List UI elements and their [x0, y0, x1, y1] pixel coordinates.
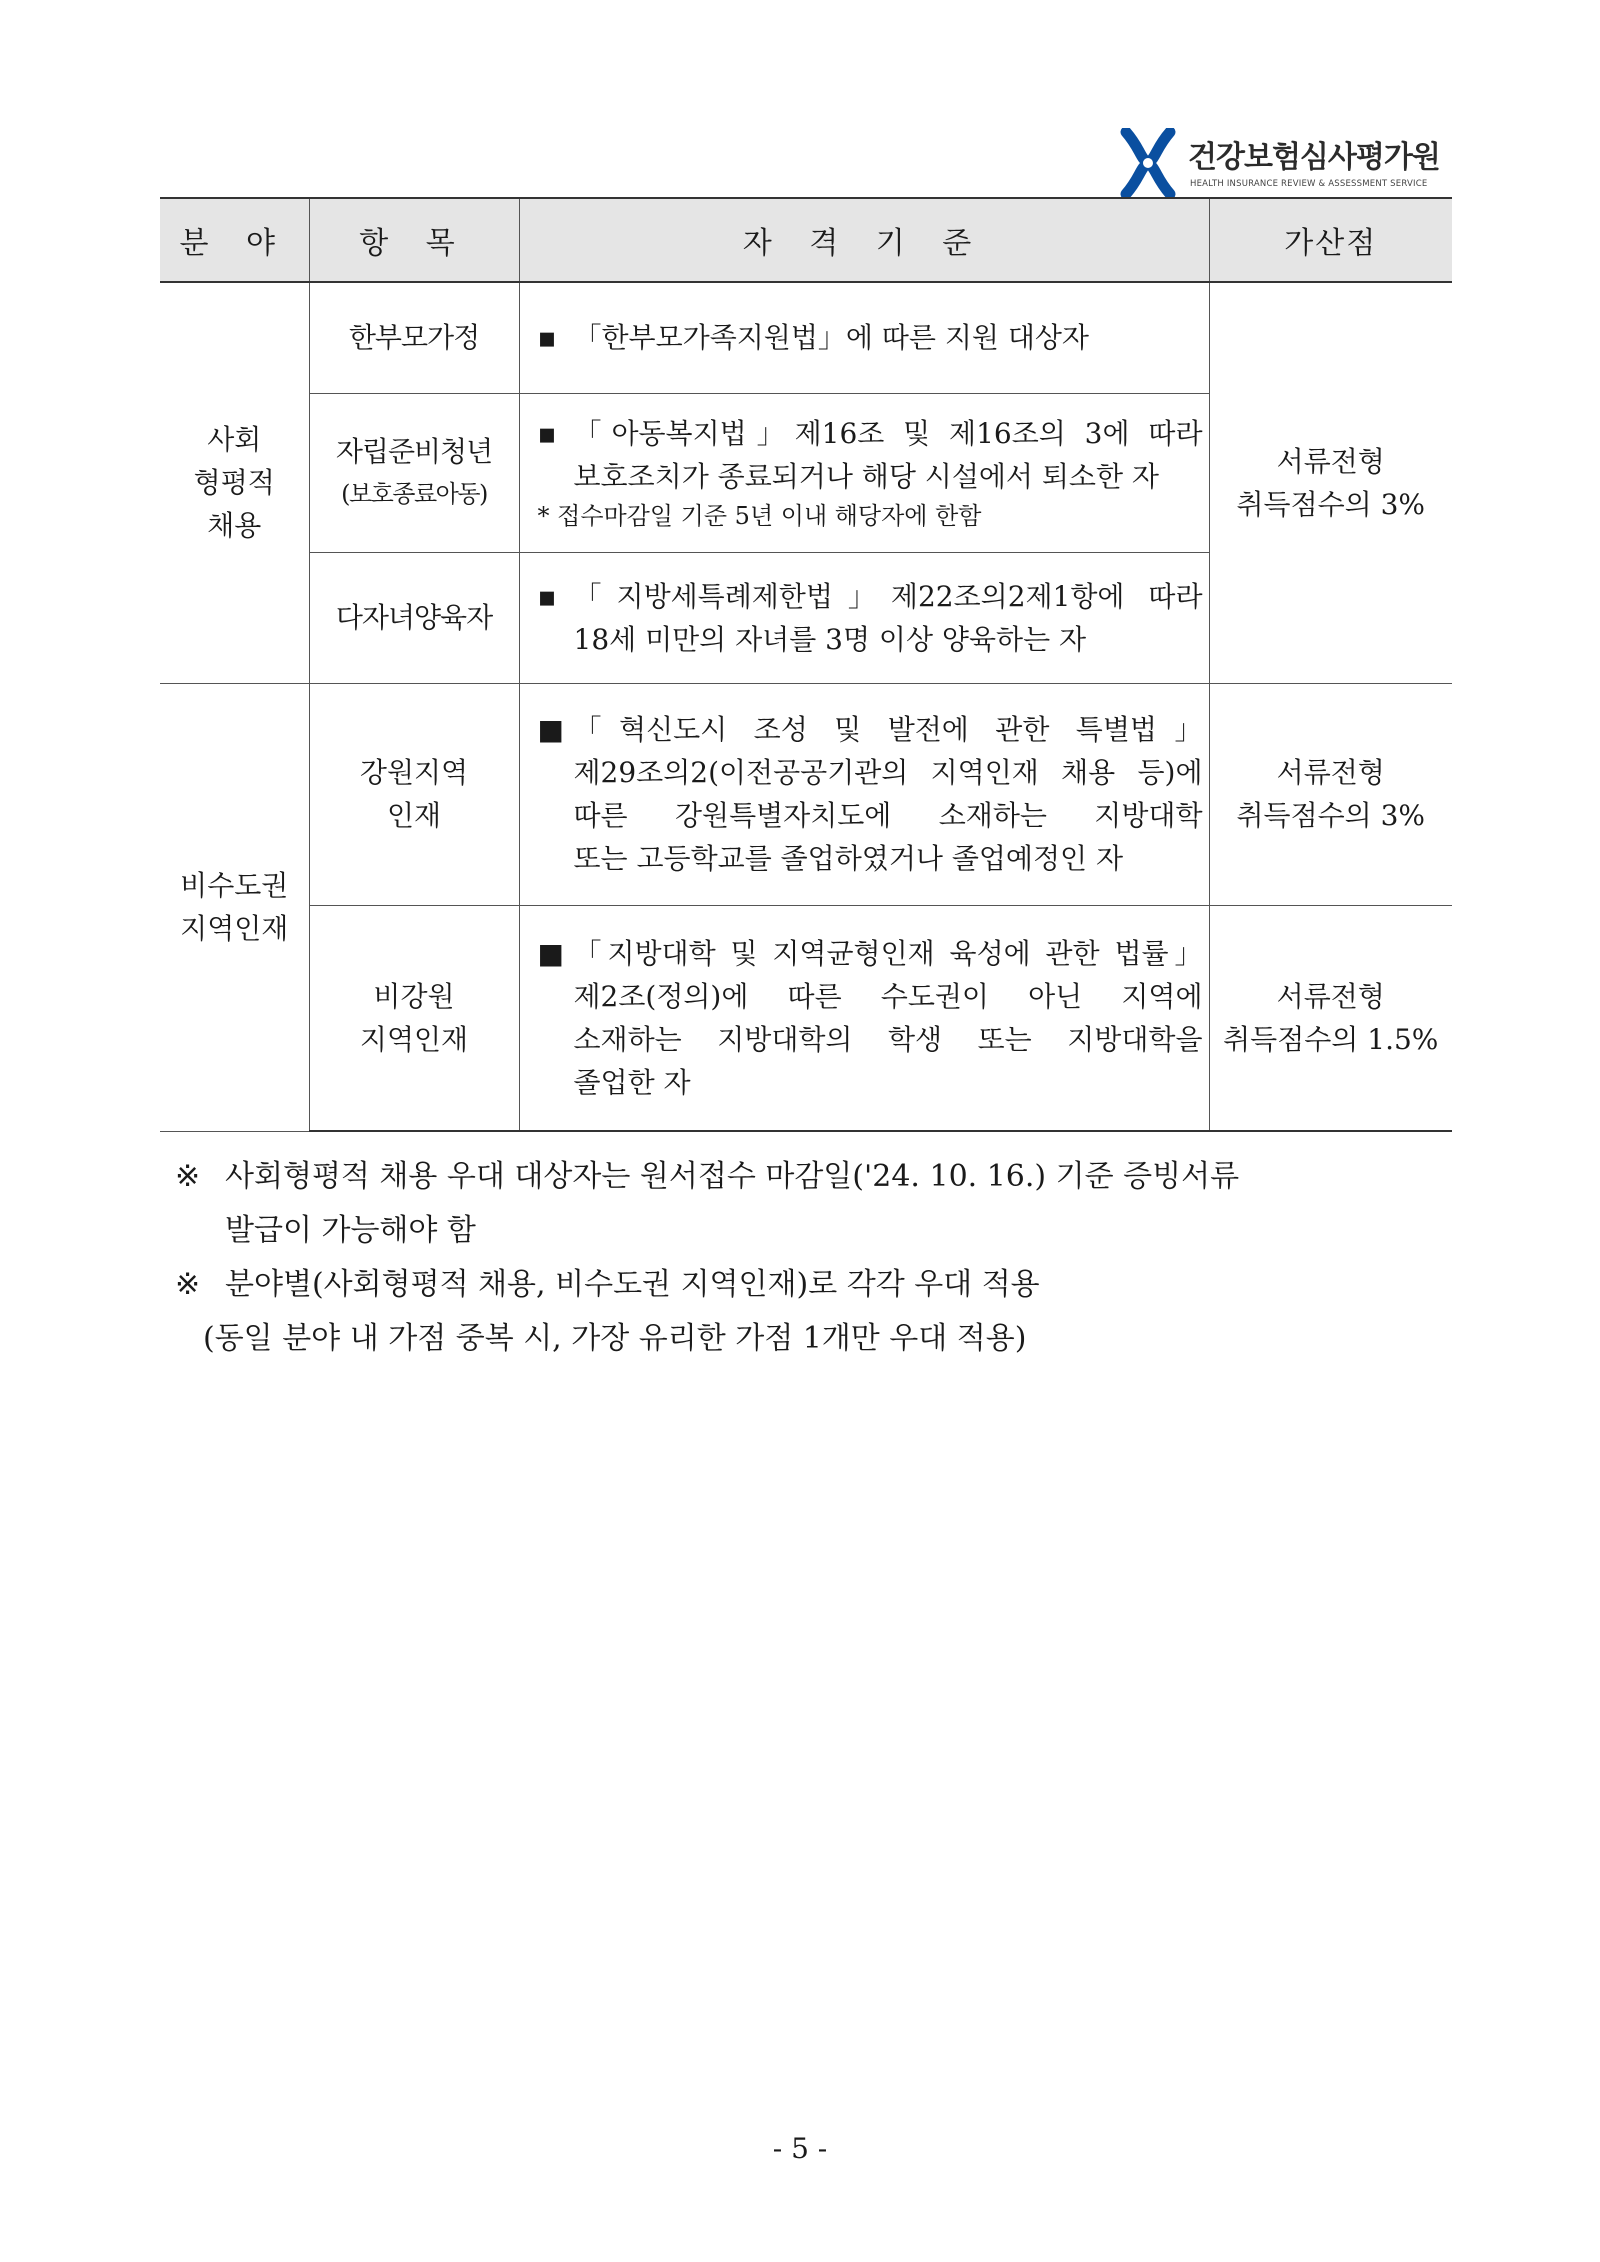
header-field: 분 야	[160, 198, 309, 282]
header-bonus: 가산점	[1209, 198, 1452, 282]
criteria-multi-child: ▪ 「지방세특례제한법」제22조의2제1항에 따라 18세 미만의 자녀를 3명 이상 양육하는 자	[519, 552, 1209, 683]
bonus-non-gangwon: 서류전형 취득점수의 1.5%	[1209, 905, 1452, 1131]
hira-logo	[1118, 128, 1458, 198]
note-mark: ※	[175, 1159, 201, 1194]
bonus-social: 서류전형 취득점수의 3%	[1209, 282, 1452, 683]
bullet: ▪	[537, 321, 557, 355]
bonus-gangwon: 서류전형 취득점수의 3%	[1209, 683, 1452, 905]
item-multi-child: 다자녀양육자	[309, 552, 519, 683]
note-mark: ※	[175, 1267, 201, 1302]
item-single-parent: 한부모가정	[309, 282, 519, 393]
hira-logo-icon	[1118, 128, 1178, 198]
item-gangwon-talent: 강원지역 인재	[309, 683, 519, 905]
table-row	[160, 282, 1452, 393]
note-item: (동일 분야 내 가점 중복 시, 가장 유리한 가점 1개만 우대 적용)	[203, 1321, 1027, 1356]
table-row	[160, 905, 1452, 1131]
criteria-independence-youth: ▪ 「아동복지법」제16조 및 제16조의 3에 따라 보호조치가 종료되거나 해당 시설에서 퇴소한 자 * 접수마감일 기준 5년 이내 해당자에 한함	[519, 393, 1209, 552]
table-header-row	[160, 198, 1452, 282]
criteria-single-parent: ▪ 「한부모가족지원법」에 따른 지원 대상자	[519, 282, 1209, 393]
table-row	[160, 683, 1452, 905]
item-independence-youth: 자립준비청년 (보호종료아동)	[309, 393, 519, 552]
logo-name-kr: 건강보험심사평가원	[1188, 140, 1440, 175]
criteria-footnote: * 접수마감일 기준 5년 이내 해당자에 한함	[537, 501, 982, 530]
note-item: ※ 분야별(사회형평적 채용, 비수도권 지역인재)로 각각 우대 적용	[175, 1258, 1465, 1312]
note-item: ※ 사회형평적 채용 우대 대상자는 원서접수 마감일('24. 10. 16.) 기준 증빙서류 발급이 가능해야 함	[175, 1150, 1465, 1258]
page-number: - 5 -	[772, 2132, 828, 2165]
header-item: 항 목	[309, 198, 519, 282]
header-criteria: 자 격 기 준	[519, 198, 1209, 282]
category-social: 사회 형평적 채용	[160, 282, 309, 683]
category-regional: 비수도권 지역인재	[160, 683, 309, 1131]
logo-name-en: HEALTH INSURANCE REVIEW & ASSESSMENT SERVICE	[1190, 179, 1428, 189]
criteria-non-gangwon-talent: ■ 「지방대학 및 지역균형인재 육성에 관한 법률」 제2조(정의)에 따른 수도권이 아닌 지역에 소재하는 지방대학의 학생 또는 지방대학을 졸업한 자	[519, 905, 1209, 1131]
item-non-gangwon-talent: 비강원 지역인재	[309, 905, 519, 1131]
qualification-table	[160, 197, 1452, 1132]
criteria-gangwon-talent: ■ 「혁신도시 조성 및 발전에 관한 특별법」 제29조의2(이전공공기관의 지역인재 채용 등)에 따른 강원특별자치도에 소재하는 지방대학 또는 고등학교를 졸업하였거나 졸업예정인 자	[519, 683, 1209, 905]
notes	[175, 1150, 1465, 1366]
